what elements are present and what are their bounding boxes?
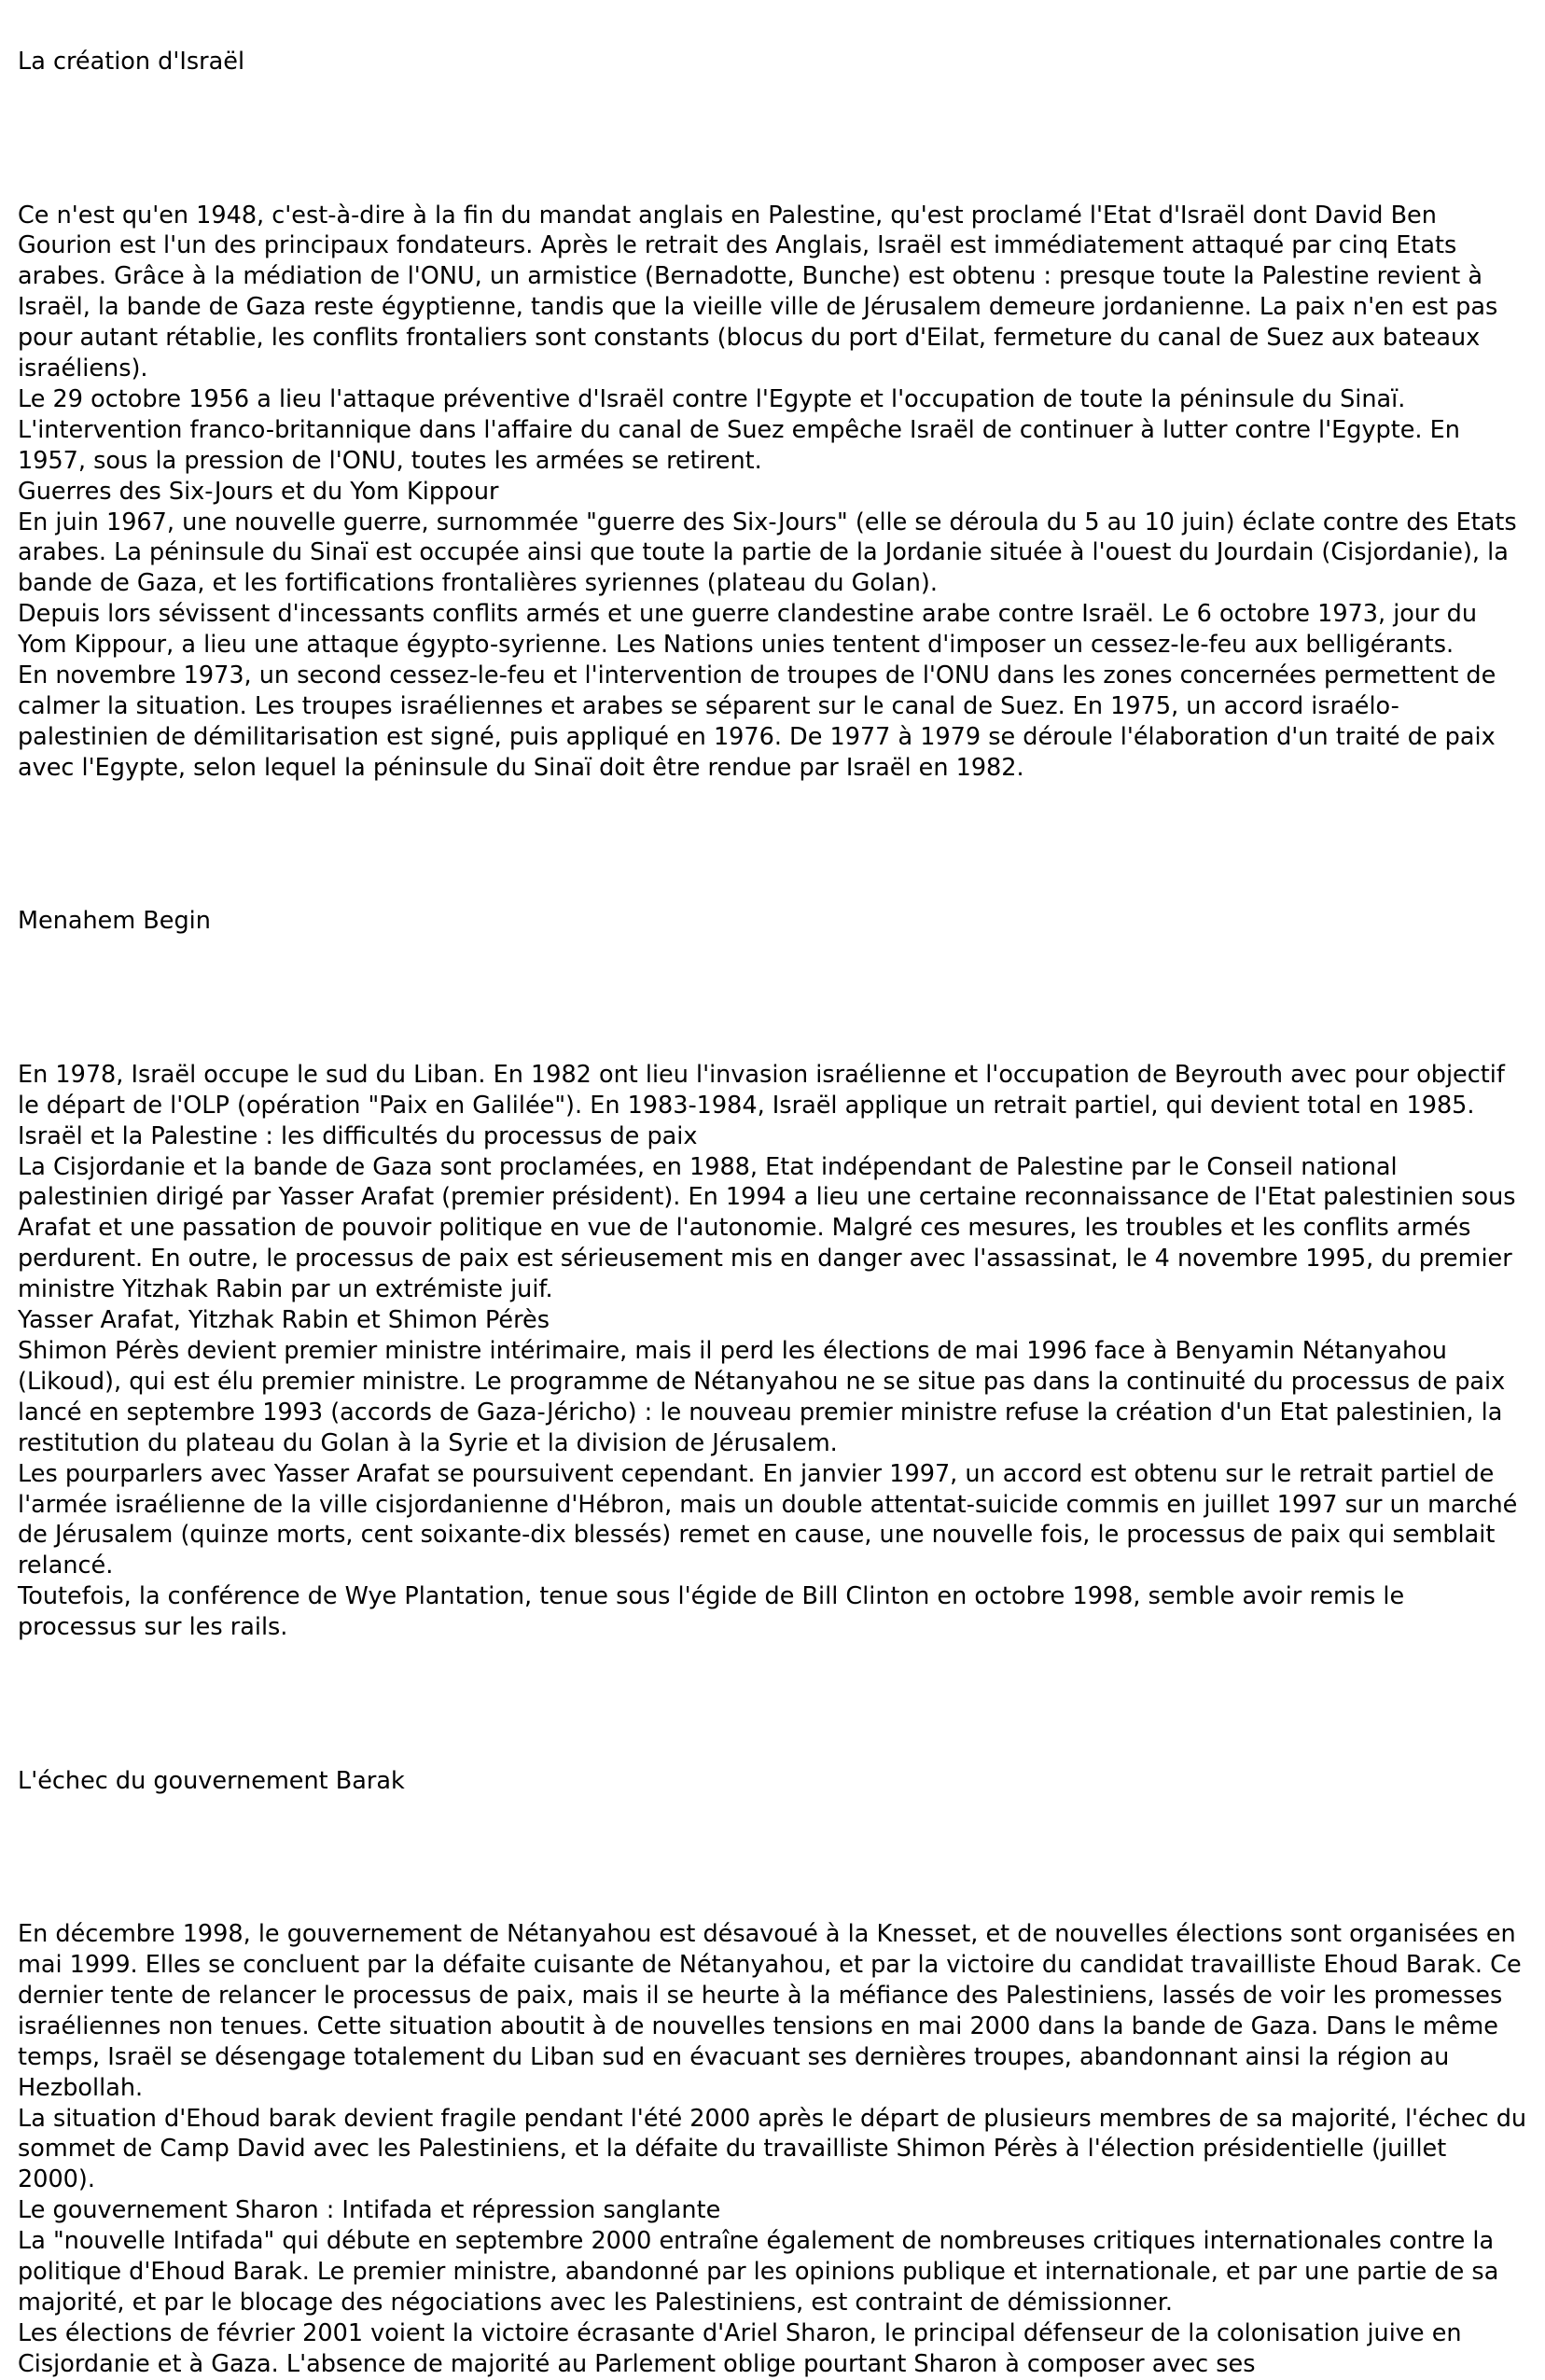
subheading: Guerres des Six-Jours et du Yom Kippour (18, 477, 499, 506)
section-spacer (18, 1643, 1528, 1766)
section-spacer (18, 784, 1528, 907)
section-menahem-begin (18, 906, 1528, 1643)
subheading: Le gouvernement Sharon : Intifada et répression sanglante (18, 2196, 721, 2225)
paragraph: Les pourparlers avec Yasser Arafat se poursuivent cependant. En janvier 1997, un accord est obtenu sur le retrait partiel de l'armée israélienne de la ville cisjordanienne d'Hébron, mais un double attentat-suicide commis en juillet 1997 sur un marché de Jérusalem (quinze morts, cent soixante-dix blessés) remet en cause, une nouvelle fois, le processus de paix qui semblait relancé. (18, 1459, 1518, 1580)
subheading: Israël et la Palestine : les difficultés du processus de paix (18, 1121, 698, 1150)
paragraph: En 1978, Israël occupe le sud du Liban. En 1982 ont lieu l'invasion israélienne et l'occupation de Beyrouth avec pour objectif le départ de l'OLP (opération "Paix en Galilée"). En 1983-1984, Israël applique un retrait partiel, qui devient total en 1985. (18, 1060, 1505, 1120)
section-heading: Menahem Begin (18, 907, 211, 936)
paragraph: Shimon Pérès devient premier ministre intérimaire, mais il perd les élections de mai 1996 face à Benyamin Nétanyahou (Likoud), qui est élu premier ministre. Le programme de Nétanyahou ne se situe pas dans la continuité du processus de paix lancé en septembre 1993 (accords de Gaza-Jéricho) : le nouveau premier ministre refuse la création d'un Etat palestinien, la restitution du plateau du Golan à la Syrie et la division de Jérusalem. (18, 1336, 1506, 1457)
section-spacer (18, 1797, 1528, 1920)
section-echec-barak (18, 1766, 1528, 2380)
paragraph: En juin 1967, une nouvelle guerre, surnommée "guerre des Six-Jours" (elle se déroula du 5 au 10 juin) éclate contre des Etats arabes. La péninsule du Sinaï est occupée ainsi que toute la partie de la Jordanie située à l'ouest du Jourdain (Cisjordanie), la bande de Gaza, et les fortifications frontalières syriennes (plateau du Golan). (18, 508, 1517, 598)
paragraph: La situation d'Ehoud barak devient fragile pendant l'été 2000 après le départ de plusieurs membres de sa majorité, l'échec du sommet de Camp David avec les Palestiniens, et la défaite du travailliste Shimon Pérès à l'élection présidentielle (juillet 2000). (18, 2104, 1527, 2194)
paragraph: Depuis lors sévissent d'incessants conflits armés et une guerre clandestine arabe contre Israël. Le 6 octobre 1973, jour du Yom Kippour, a lieu une attaque égypto-syrienne. Les Nations unies tentent d'imposer un cessez-le-feu aux belligérants. (18, 600, 1477, 660)
subheading: Yasser Arafat, Yitzhak Rabin et Shimon Pérès (18, 1306, 550, 1335)
paragraph: Toutefois, la conférence de Wye Plantation, tenue sous l'égide de Bill Clinton en octobre 1998, semble avoir remis le processus sur les rails. (18, 1582, 1405, 1642)
section-spacer (18, 77, 1528, 201)
paragraph: La "nouvelle Intifada" qui débute en septembre 2000 entraîne également de nombreuses critiques internationales contre la politique d'Ehoud Barak. Le premier ministre, abandonné par les opinions publique et internationale, et par une partie de sa majorité, et par le blocage des négociations avec les Palestiniens, est contraint de démissionner. (18, 2227, 1499, 2317)
paragraph: En novembre 1973, un second cessez-le-feu et l'intervention de troupes de l'ONU dans les zones concernées permettent de calmer la situation. Les troupes israéliennes et arabes se séparent sur le canal de Suez. En 1975, un accord israélo-palestinien de démilitarisation est signé, puis appliqué en 1976. De 1977 à 1979 se déroule l'élaboration d'un traité de paix avec l'Egypte, selon lequel la péninsule du Sinaï doit être rendue par Israël en 1982. (18, 661, 1496, 782)
section-creation-israel (18, 47, 1528, 784)
section-spacer (18, 937, 1528, 1060)
paragraph: En décembre 1998, le gouvernement de Nétanyahou est désavoué à la Knesset, et de nouvelles élections sont organisées en mai 1999. Elles se concluent par la défaite cuisante de Nétanyahou, et par la victoire du candidat travailliste Ehoud Barak. Ce dernier tente de relancer le processus de paix, mais il se heurte à la méfiance des Palestiniens, lassés de voir les promesses israéliennes non tenues. Cette situation aboutit à de nouvelles tensions en mai 2000 dans la bande de Gaza. Dans le même temps, Israël se désengage totalement du Liban sud en évacuant ses dernières troupes, abandonnant ainsi la région au Hezbollah. (18, 1920, 1522, 2102)
paragraph: Le 29 octobre 1956 a lieu l'attaque préventive d'Israël contre l'Egypte et l'occupation de toute la péninsule du Sinaï. L'intervention franco-britannique dans l'affaire du canal de Suez empêche Israël de continuer à lutter contre l'Egypte. En 1957, sous la pression de l'ONU, toutes les armées se retirent. (18, 384, 1460, 475)
paragraph: Les élections de février 2001 voient la victoire écrasante d'Ariel Sharon, le principal défenseur de la colonisation juive en Cisjordanie et à Gaza. L'absence de majorité au Parlement oblige pourtant Sharon à composer avec ses (18, 2318, 1462, 2378)
section-heading: La création d'Israël (18, 48, 245, 76)
paragraph: La Cisjordanie et la bande de Gaza sont proclamées, en 1988, Etat indépendant de Palestine par le Conseil national palestinien dirigé par Yasser Arafat (premier président). En 1994 a lieu une certaine reconnaissance de l'Etat palestinien sous Arafat et une passation de pouvoir politique en vue de l'autonomie. Malgré ces mesures, les troubles et les conflits armés perdurent. En outre, le processus de paix est sérieusement mis en danger avec l'assassinat, le 4 novembre 1995, du premier ministre Yitzhak Rabin par un extrémiste juif. (18, 1152, 1516, 1304)
paragraph: Ce n'est qu'en 1948, c'est-à-dire à la fin du mandat anglais en Palestine, qu'est proclamé l'Etat d'Israël dont David Ben Gourion est l'un des principaux fondateurs. Après le retrait des Anglais, Israël est immédiatement attaqué par cinq Etats arabes. Grâce à la médiation de l'ONU, un armistice (Bernadotte, Bunche) est obtenu : presque toute la Palestine revient à Israël, la bande de Gaza reste égyptienne, tandis que la vieille ville de Jérusalem demeure jordanienne. La paix n'en est pas pour autant rétablie, les conflits frontaliers sont constants (blocus du port d'Eilat, fermeture du canal de Suez aux bateaux israéliens). (18, 201, 1498, 383)
section-heading: L'échec du gouvernement Barak (18, 1766, 405, 1795)
